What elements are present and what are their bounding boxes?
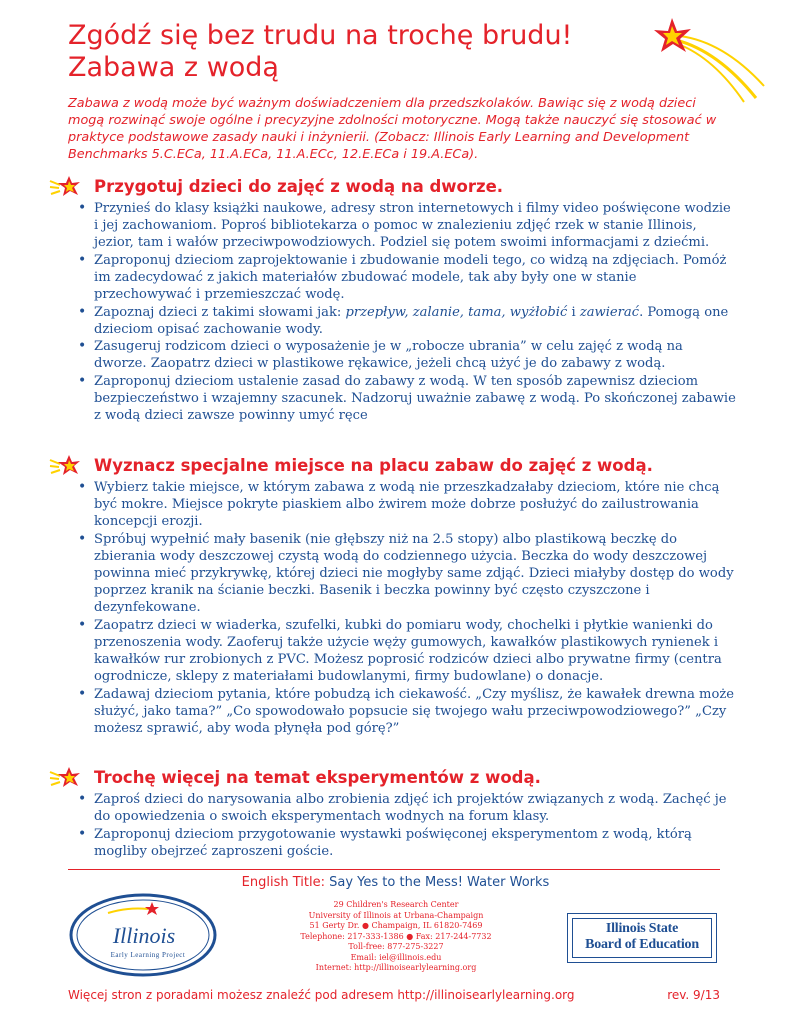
contact-line: Toll-free: 877-275-3227 [348, 942, 444, 951]
logo-brand: Illinois [112, 923, 176, 948]
page-title [68, 20, 648, 84]
star-bullet-icon [48, 175, 82, 199]
revision-label: rev. 9/13 [667, 988, 720, 1002]
contact-website: Internet: http://illinoisearlylearning.org [315, 963, 477, 972]
title-line-1: Zgódź się bez trudu na trochę brudu! [68, 20, 573, 51]
list-item: • Zadawaj dzieciom pytania, które pobudzą ich ciekawość. „Czy myślisz, że kawałek drewna może służyć, jako tama?” „Co spowodowało popsucie się twojego wału przeciwpowodziowego?” „Czy możesz sprawić, aby woda płynęła pod górę?” [76, 686, 738, 737]
footer-divider [68, 869, 720, 870]
star-bullet-icon [48, 454, 82, 478]
list-item [76, 304, 738, 338]
vocab-last-word: zawierać [579, 304, 640, 320]
list-item: • Zaproś dzieci do narysowania albo zrobienia zdjęć ich projektów związanych z wodą. Zachęć je do opowiedzenia o swoich eksperymentach wodnych na forum klasy. [76, 791, 738, 825]
words-lead: Zapoznaj dzieci z takimi słowami jak: [94, 304, 346, 320]
isbe-logo [567, 913, 717, 963]
section-prepare [48, 176, 738, 425]
bullet-list [76, 791, 738, 860]
contact-line: 29 Children's Research Center [333, 900, 459, 909]
list-item: • Zasugeruj rodzicom dzieci o wyposażenie je w „robocze ubrania” w celu zajęć z wodą na dworze. Zaopatrz dzieci w plastikowe rękawice, jeżeli chcą użyć je do zabawy z wodą. [76, 338, 738, 372]
contact-line: 51 Gerty Dr. ● Champaign, IL 61820-7469 [309, 921, 483, 930]
title-line-2: Zabawa z wodą [68, 52, 279, 83]
section-header [48, 176, 738, 200]
contact-email: Email: iel@illinois.edu [350, 952, 442, 962]
section-header [48, 767, 738, 791]
english-title [0, 874, 791, 891]
words-and: i [567, 304, 580, 320]
isbe-line-1: Illinois State [605, 921, 679, 936]
vocab-words: przepływ, zalanie, tama, wyżłobić [345, 304, 568, 320]
shooting-star-icon [648, 16, 768, 106]
list-item: • Zaopatrz dzieci w wiaderka, szufelki, kubki do pomiaru wody, chochelki i płytkie wanienki do przenoszenia wody. Zaoferuj także użycie węży gumowych, kawałków plastikowych rynienek i kawałków rur zrobionych z PVC. Możesz poprosić rodziców dzieci albo prywatne firmy (centra ogrodnicze, sklepy z materiałami budowlanymi, firmy budowlane) o donacje. [76, 617, 738, 685]
list-item: • Zaproponuj dzieciom zaprojektowanie i zbudowanie modeli tego, co widzą na zdjęciach. Pomóż im zadecydować z jakich materiałów zbudować modele, tak aby były one w stanie przechowywać i przemieszczać wodę. [76, 252, 738, 303]
section-title: Wyznacz specjalne miejsce na placu zabaw do zajęć z wodą. [94, 456, 653, 475]
section-more-experiments [48, 767, 738, 860]
illinois-early-learning-logo [68, 893, 218, 977]
footer-text: Więcej stron z poradami możesz znaleźć pod adresem http://illinoisearlylearning.org [68, 988, 575, 1002]
bullet-list [76, 200, 738, 424]
star-bullet-icon [48, 766, 82, 790]
section-title: Trochę więcej na temat eksperymentów z wodą. [94, 768, 541, 787]
logo-subtitle: Early Learning Project [110, 951, 186, 959]
contact-line: Telephone: 217-333-1386 ● Fax: 217-244-7732 [300, 931, 492, 941]
english-title-label: English Title: [241, 875, 325, 890]
contact-info [290, 900, 502, 974]
list-item: • Przynieś do klasy książki naukowe, adresy stron internetowych i filmy video poświęcone wodzie i jej zachowaniom. Poproś bibliotekarza o pomoc w znalezieniu zdjęć rzek w stanie Illinois, jezior, tam i wałów przeciwpowodziowych. Podziel się potem swoimi informacjami z dziećmi. [76, 200, 738, 251]
english-title-value: Say Yes to the Mess! Water Works [329, 875, 550, 890]
words-tail: . Pomogą one dzieciom opisać zachowanie wody. [94, 304, 729, 337]
isbe-line-2: Board of Education [585, 937, 699, 952]
contact-line: University of Illinois at Urbana-Champaign [308, 910, 484, 920]
list-item: • Spróbuj wypełnić mały basenik (nie głębszy niż na 2.5 stopy) albo plastikową beczkę do zbierania wody deszczowej czystą wodą do codziennego użycia. Beczka do wody deszczowej powinna mieć przykrywkę, której dzieci nie mogłyby same zdjąć. Dzieci miałyby dostęp do wody poprzez kranik na ścianie beczki. Basenik i beczka powinny być często czyszczone i dezynfekowane. [76, 531, 738, 616]
section-header [48, 455, 738, 479]
list-item: • Zaproponuj dzieciom ustalenie zasad do zabawy z wodą. W ten sposób zapewnisz dzieciom bezpieczeństwo i wzajemny szacunek. Nadzoruj uważnie zabawę z wodą. Po skończonej zabawie z wodą dzieci zawsze powinny umyć ręce [76, 373, 738, 424]
section-play-area [48, 455, 738, 737]
intro-paragraph: Zabawa z wodą może być ważnym doświadczeniem dla przedszkolaków. Bawiąc się z wodą dzieci mogą rozwinąć swoje ogólne i precyzyjne zdolności motoryczne. Mogą także nauczyć się stosować w praktyce podstawowe zasady nauki i inżynierii. (Zobacz: Illinois Early Learning and Development Benchmarks 5.C.ECa, 11.A.ECa, 11.A.ECc, 12.E.ECa i 19.A.ECa). [68, 96, 717, 162]
isbe-inner-border [572, 918, 712, 958]
list-item: • Zaproponuj dzieciom przygotowanie wystawki poświęconej eksperymentom z wodą, którą mogliby obejrzeć zaproszeni goście. [76, 826, 738, 860]
section-title: Przygotuj dzieci do zajęć z wodą na dworze. [94, 177, 504, 196]
list-item: • Wybierz takie miejsce, w którym zabawa z wodą nie przeszkadzałaby dzieciom, które nie chcą być mokre. Miejsce pokryte piaskiem albo żwirem może dobrze posłużyć do zailustrowania koncepcji erozji. [76, 479, 738, 530]
footer [68, 987, 720, 1003]
bullet-list [76, 479, 738, 737]
